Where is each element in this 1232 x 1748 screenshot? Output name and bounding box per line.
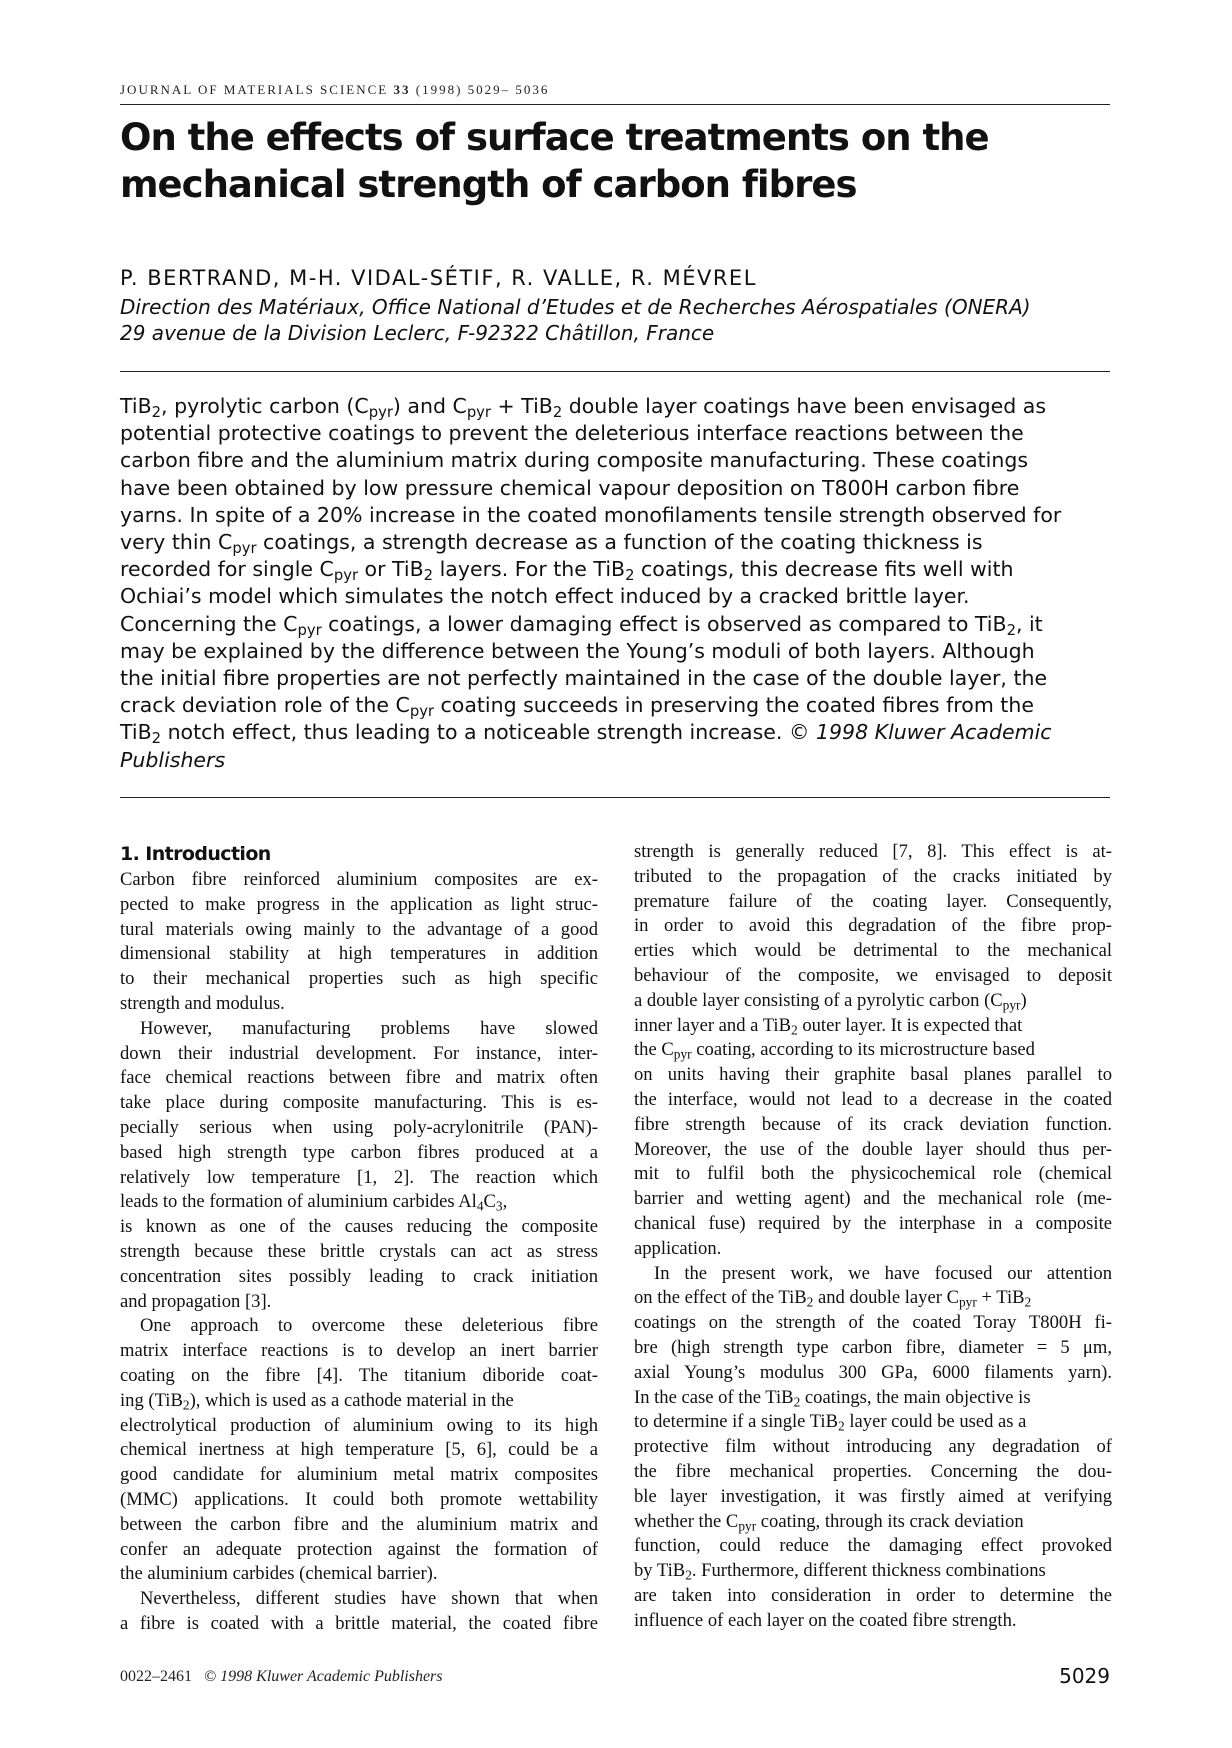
body-line: relatively low temperature [1, 2]. The reaction which — [120, 1166, 598, 1188]
body-line: bre (high strength type carbon fibre, diameter = 5 μm, — [634, 1336, 1112, 1358]
abstract-line: yarns. In spite of a 20% increase in the coated monofilaments tensile strength observed for — [120, 502, 1062, 527]
body-line: coatings on the strength of the coated Toray T800H fi- — [634, 1312, 1112, 1334]
body-line: application. — [634, 1237, 722, 1259]
body-line: the aluminium carbides (chemical barrier). — [120, 1563, 438, 1585]
abstract-line: crack deviation role of the $C_{pyr}$ coating succeeds in preserving the coated fibres from the — [120, 693, 1034, 721]
body-line: erties which would be detrimental to the mechanical — [634, 940, 1112, 962]
body-line: confer an adequate protection against the formation of — [120, 1538, 598, 1560]
body-line: strength is generally reduced [7, 8]. This effect is at- — [634, 841, 1112, 862]
title-line-1: On the effects of surface treatments on the — [120, 116, 989, 159]
body-line: tural materials owing mainly to the advantage of a good — [120, 918, 598, 940]
body-line: by TiB$_2$. Furthermore, different thickness combinations — [634, 1560, 1046, 1583]
abstract-line: have been obtained by low pressure chemical vapour deposition on T800H carbon fibre — [120, 475, 1020, 500]
body-line: (MMC) applications. It could both promote wettability — [120, 1488, 598, 1510]
body-line: a double layer consisting of a pyrolytic carbon $(C_{pyr})$ — [634, 989, 1027, 1013]
body-line: protective film without introducing any degradation of — [634, 1436, 1112, 1458]
footer-publisher: © 1998 Kluwer Academic Publishers — [204, 1668, 443, 1685]
body-line: strength and modulus. — [120, 992, 285, 1014]
abstract-line: carbon fibre and the aluminium matrix during composite manufacturing. These coatings — [120, 448, 1029, 473]
body-line: barrier and wetting agent) and the mechanical role (me- — [634, 1188, 1112, 1210]
abstract — [120, 393, 1115, 774]
body-line: Carbon fibre reinforced aluminium composites are ex- — [120, 869, 598, 890]
body-line: and propagation [3]. — [120, 1290, 272, 1312]
body-line: premature failure of the coating layer. Consequently, — [634, 890, 1112, 912]
body-line: pecially serious when using poly-acrylonitrile (PAN)- — [120, 1116, 598, 1138]
body-line: In the present work, we have focused our attention — [654, 1262, 1112, 1284]
copyright-notice: © 1998 Kluwer Academic — [788, 720, 1052, 745]
section-heading: 1. Introduction — [120, 843, 271, 865]
body-line: concentration sites possibly leading to crack initiation — [120, 1265, 598, 1287]
page-number: 5029 — [1059, 1664, 1110, 1688]
paper-title — [120, 114, 1110, 208]
body-line: between the carbon fibre and the aluminium matrix and — [120, 1513, 598, 1535]
body-line: leads to the formation of aluminium carbides $Al_4C_3$, — [120, 1191, 508, 1215]
body-line: strength because these brittle crystals can act as stress — [120, 1240, 598, 1262]
body-line: take place during composite manufacturing. This is es- — [120, 1092, 598, 1114]
body-line: on the effect of the TiB$_2$ and double layer $C_{pyr} + TiB_2$ — [634, 1287, 1032, 1311]
body-line: In the case of the TiB$_2$ coatings, the main objective is — [634, 1386, 1031, 1410]
body-line: behaviour of the composite, we envisaged to deposit — [634, 964, 1112, 986]
body-line: to their mechanical properties such as high specific — [120, 968, 598, 990]
body-line: fibre strength because of its crack deviation function. — [634, 1113, 1112, 1135]
author-list: P. BERTRAND, M-H. VIDAL-SÉTIF, R. VALLE, R. MÉVREL — [120, 266, 757, 290]
body-line: inner layer and a TiB$_2$ outer layer. It is expected that — [634, 1014, 1023, 1038]
body-line: face chemical reactions between fibre and matrix often — [120, 1067, 598, 1089]
body-line: mit to fulfil both the physicochemical role (chemical — [634, 1163, 1112, 1185]
issn: 0022–2461 — [120, 1668, 192, 1685]
journal-header — [120, 82, 1110, 98]
body-line: are taken into consideration in order to determine the — [634, 1584, 1112, 1606]
abstract-top-rule — [120, 371, 1110, 372]
body-line: Moreover, the use of the double layer should thus per- — [634, 1138, 1112, 1160]
body-line: pected to make progress in the application as light struc- — [120, 893, 598, 915]
body-line: chemical inertness at high temperature [5, 6], could be a — [120, 1439, 598, 1461]
abstract-line: recorded for single $C_{pyr}$ or TiB$_2$ layers. For the TiB$_2$ coatings, this decrease fits well with — [120, 557, 1014, 585]
body-line: function, could reduce the damaging effect provoked — [634, 1535, 1112, 1557]
body-line: dimensional stability at high temperatures in addition — [120, 943, 598, 965]
body-line: based high strength type carbon fibres produced at a — [120, 1141, 598, 1163]
body-line: However, manufacturing problems have slowed — [140, 1017, 598, 1039]
body-line: a fibre is coated with a brittle material, the coated fibre — [120, 1612, 598, 1634]
footer-issn-publisher — [120, 1668, 443, 1686]
body-line: down their industrial development. For instance, inter- — [120, 1042, 598, 1064]
abstract-line: very thin $C_{pyr}$ coatings, a strength decrease as a function of the coating thickness is — [120, 530, 983, 558]
abstract-line: TiB$_2$, pyrolytic carbon $(C_{pyr})$ and $C_{pyr} + TiB_2$ double layer coatings have been envisaged as — [120, 394, 1047, 422]
body-line: ble layer investigation, it was firstly aimed at verifying — [634, 1485, 1112, 1507]
body-line: the interface, would not lead to a decrease in the coated — [634, 1088, 1112, 1110]
body-column-left — [120, 840, 598, 1637]
body-line: to determine if a single TiB$_2$ layer could be used as a — [634, 1411, 1027, 1435]
body-line: matrix interface reactions is to develop an inert barrier — [120, 1340, 598, 1362]
body-line: ing (TiB$_2$), which is used as a cathode material in the — [120, 1389, 514, 1413]
abstract-line: TiB$_2$ notch effect, thus leading to a noticeable strength increase. © 1998 Kluwer Academic — [120, 720, 1052, 748]
body-line: in order to avoid this degradation of the fibre prop- — [634, 915, 1112, 937]
abstract-line: Ochiai’s model which simulates the notch effect induced by a cracked brittle layer. — [120, 584, 970, 609]
body-line: on units having their graphite basal planes parallel to — [634, 1064, 1112, 1086]
body-line: coating on the fibre [4]. The titanium diboride coat- — [120, 1364, 598, 1386]
body-line: influence of each layer on the coated fibre strength. — [634, 1609, 1017, 1631]
title-line-2: mechanical strength of carbon fibres — [120, 163, 857, 206]
body-line: tributed to the propagation of the cracks initiated by — [634, 865, 1112, 887]
journal-year-pages: (1998) 5029– 5036 — [415, 82, 550, 97]
abstract-line: Concerning the $C_{pyr}$ coatings, a lower damaging effect is observed as compared to TiB$_2$, it — [120, 611, 1043, 639]
body-column-right — [634, 840, 1112, 1634]
body-line: electrolytical production of aluminium owing to its high — [120, 1414, 598, 1436]
abstract-line: potential protective coatings to prevent the deleterious interface reactions between the — [120, 421, 1024, 446]
body-line: the $C_{pyr}$ coating, according to its microstructure based — [634, 1039, 1035, 1063]
abstract-bottom-rule — [120, 797, 1110, 798]
abstract-line: Publishers — [120, 747, 226, 772]
abstract-line: may be explained by the difference between the Young’s moduli of both layers. Although — [120, 638, 1035, 663]
body-line: axial Young’s modulus 300 GPa, 6000 filaments yarn). — [634, 1361, 1112, 1383]
body-line: chanical fuse) required by the interphase in a composite — [634, 1212, 1112, 1234]
affiliation-line-2: 29 avenue de la Division Leclerc, F-92322 Châtillon, France — [120, 321, 715, 345]
journal-volume: 33 — [393, 82, 411, 97]
journal-name: JOURNAL OF MATERIALS SCIENCE — [120, 82, 389, 97]
body-line: whether the $C_{pyr}$ coating, through its crack deviation — [634, 1510, 1024, 1534]
body-line: is known as one of the causes reducing the composite — [120, 1216, 598, 1238]
body-line: good candidate for aluminium metal matrix composites — [120, 1464, 598, 1486]
affiliation-line-1: Direction des Matériaux, Office National d’Etudes et de Recherches Aérospatiales (ONERA) — [120, 295, 1031, 319]
header-rule — [120, 104, 1110, 105]
body-line: the fibre mechanical properties. Concerning the dou- — [634, 1460, 1112, 1482]
abstract-line: the initial fibre properties are not perfectly maintained in the case of the double layer, the — [120, 666, 1048, 691]
body-line: One approach to overcome these deleterious fibre — [140, 1315, 598, 1337]
body-line: Nevertheless, different studies have shown that when — [140, 1588, 598, 1610]
